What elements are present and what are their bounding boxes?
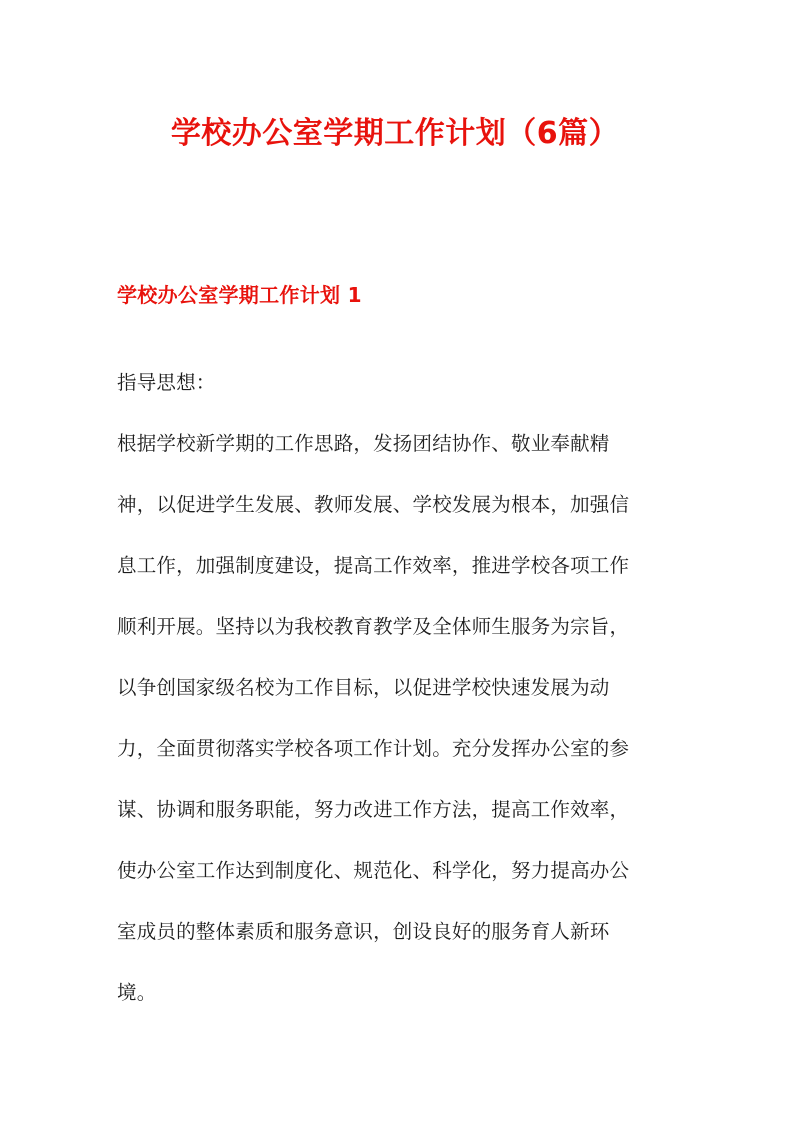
body-line: 室成员的整体素质和服务意识，创设良好的服务育人新环 — [117, 920, 610, 943]
body-line: 根据学校新学期的工作思路，发扬团结协作、敬业奉献精 — [117, 432, 610, 455]
body-line: 境。 — [117, 981, 157, 1004]
body-line: 力，全面贯彻落实学校各项工作计划。充分发挥办公室的参 — [117, 737, 630, 760]
body-line: 指导思想： — [117, 371, 216, 394]
body-line: 谋、协调和服务职能，努力改进工作方法，提高工作效率， — [117, 798, 630, 821]
body-line: 神，以促进学生发展、教师发展、学校发展为根本，加强信 — [117, 493, 630, 516]
body-line: 以争创国家级名校为工作目标，以促进学校快速发展为动 — [117, 676, 610, 699]
body-line: 顺利开展。坚持以为我校教育教学及全体师生服务为宗旨， — [117, 615, 630, 638]
body-text-block — [117, 352, 673, 1023]
body-line: 使办公室工作达到制度化、规范化、科学化，努力提高办公 — [117, 859, 630, 882]
section-heading: 学校办公室学期工作计划 1 — [117, 283, 362, 307]
page-title: 学校办公室学期工作计划（6篇） — [170, 116, 620, 151]
body-line: 息工作，加强制度建设，提高工作效率，推进学校各项工作 — [117, 554, 630, 577]
